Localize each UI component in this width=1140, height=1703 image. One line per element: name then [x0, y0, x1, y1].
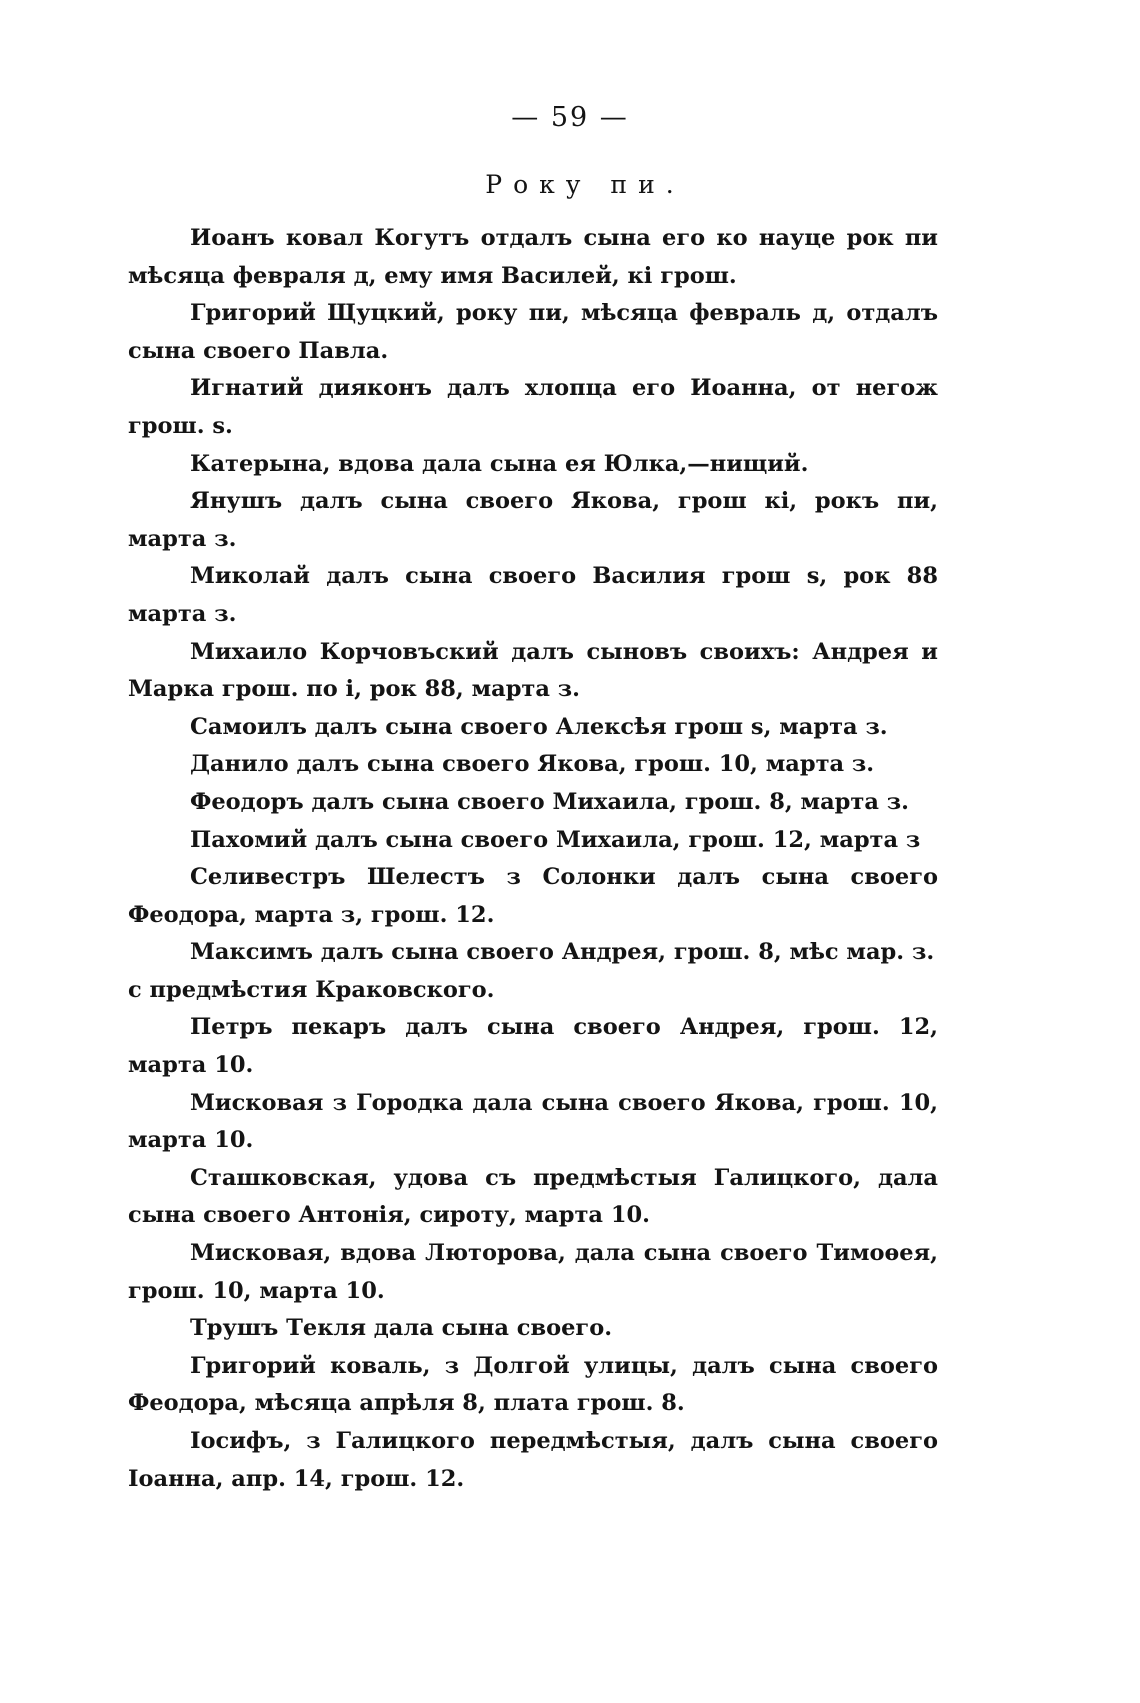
entry: Мисковая, вдова Люторова, дала сына своего Тимоѳея, грош. 10, марта 10. [128, 1240, 938, 1304]
section-title: Року пи. [485, 170, 685, 199]
entry: Данило далъ сына своего Якова, грош. 10, марта з. [190, 751, 875, 778]
entry: Янушъ далъ сына своего Якова, грош кі, рокъ пи, марта з. [128, 488, 938, 552]
entry: Григорий коваль, з Долгой улицы, далъ сына своего Феодора, мѣсяца апрѣля 8, плата грош. 8. [128, 1352, 938, 1417]
entry: Самоилъ далъ сына своего Алексѣя грош ѕ, марта з. [190, 713, 888, 740]
entry: Феодоръ далъ сына своего Михаила, грош. 8, марта з. [190, 788, 909, 815]
entry: Максимъ далъ сына своего Андрея, грош. 8, мѣс мар. з. [190, 939, 935, 966]
entry: Иоанъ ковал Когутъ отдалъ сына его ко науце рок пи мѣсяца февраля д, ему имя Василей, кі грош. [128, 225, 938, 289]
entry: Григорий Щуцкий, року пи, мѣсяца февраль д, отдалъ сына своего Павла. [128, 300, 938, 364]
entry: Селивестръ Шелестъ з Солонки далъ сына своего Феодора, марта з, грош. 12. [128, 864, 938, 928]
document-body [128, 220, 938, 1498]
page-number: — 59 — [511, 102, 629, 133]
entry: Пахомий далъ сына своего Михаила, грош. 12, марта з [190, 826, 921, 853]
entry: Петръ пекаръ далъ сына своего Андрея, грош. 12, марта 10. [128, 1014, 938, 1079]
entry: Миколай далъ сына своего Василия грош ѕ, рок 88 марта з. [128, 563, 938, 627]
entry: Мисковая з Городка дала сына своего Якова, грош. 10, марта 10. [128, 1089, 938, 1154]
entry: Игнатий дияконъ далъ хлопца его Иоанна, от негож грош. ѕ. [128, 375, 938, 439]
entry: Іосифъ, з Галицкого передмѣстыя, далъ сына своего Іоанна, апр. 14, грош. 12. [128, 1428, 938, 1492]
entry: Михаило Корчовъский далъ сыновъ своихъ: Андрея и Марка грош. по і, рок 88, марта з. [128, 638, 938, 703]
entry: Трушъ Текля дала сына своего. [190, 1315, 613, 1342]
entry: Сташковская, удова съ предмѣстыя Галицкого, дала сына своего Антонія, сироту, марта 10. [128, 1164, 938, 1229]
entry-subheading: с предмѣстия Краковского. [128, 976, 495, 1003]
entry: Катерына, вдова дала сына ея Юлка,—нищий. [190, 450, 809, 477]
